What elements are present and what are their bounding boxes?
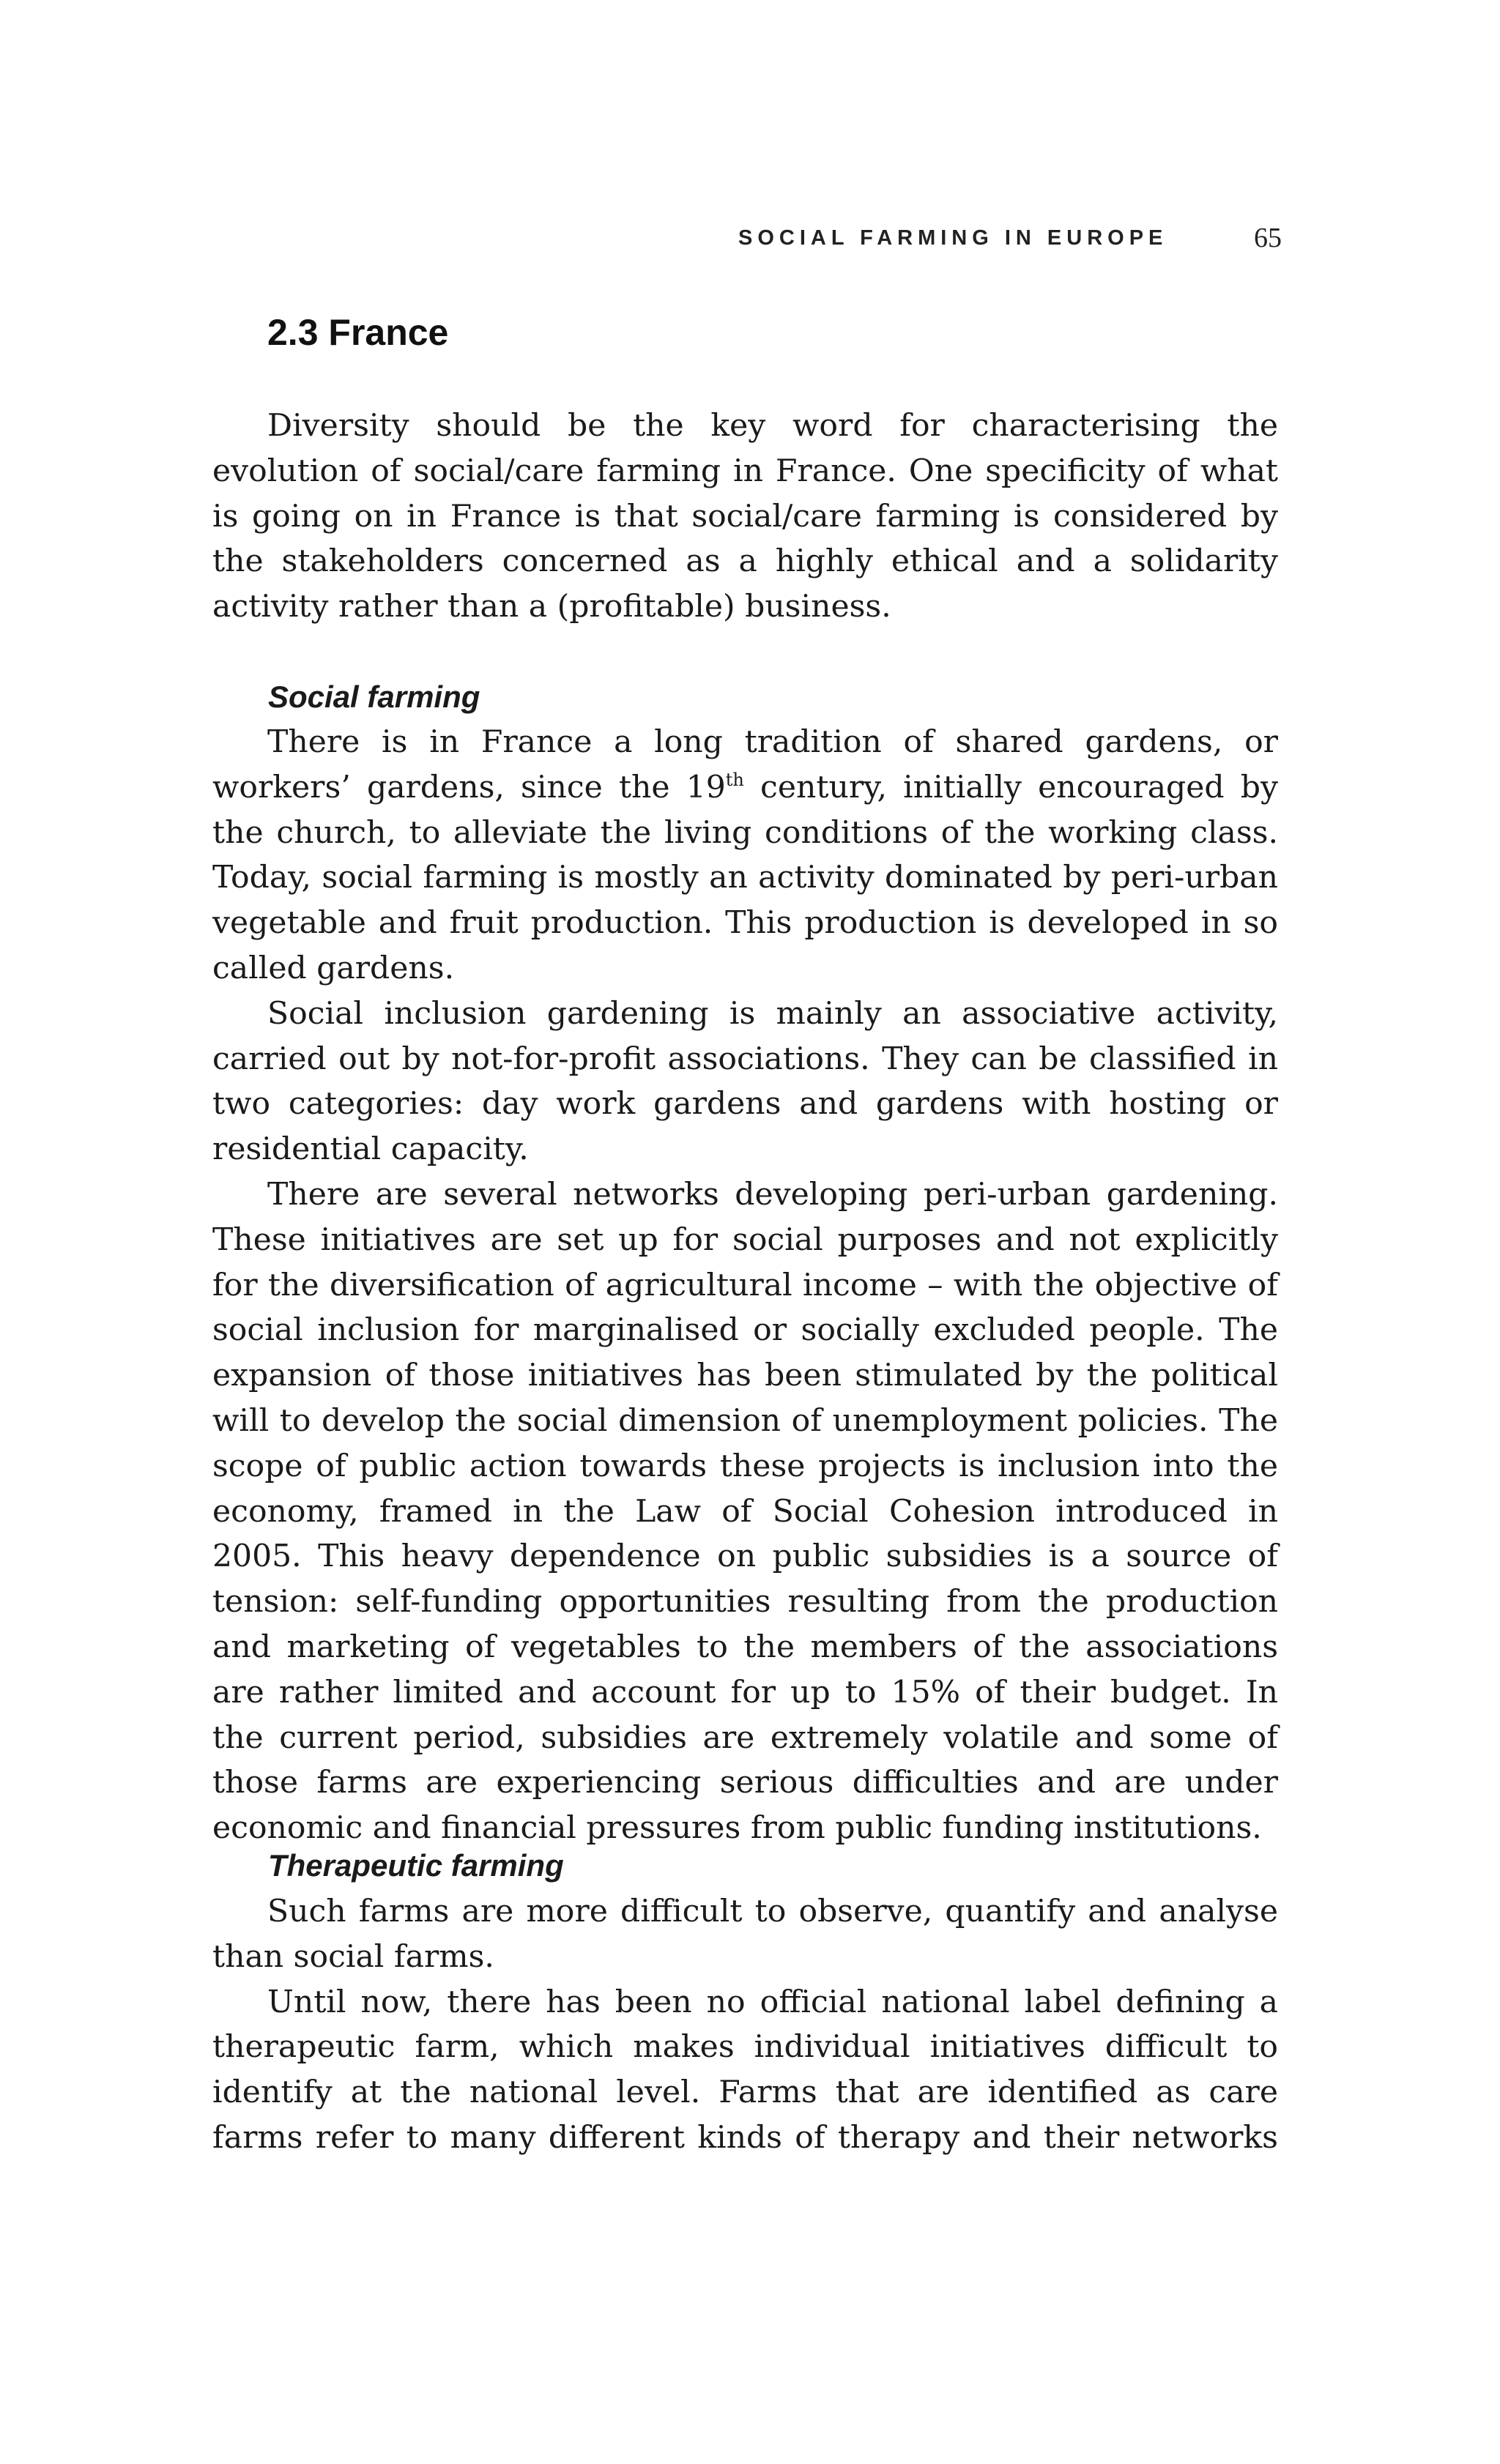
intro-block <box>212 403 1278 630</box>
intro-paragraph: Diversity should be the key word for characterising the evolution of social/care farming in France. One specificity of what is going on in France is that social/care farming is considered by the stakeholders concerned as a highly ethical and a solidarity activity rather than a (profitable) business. <box>212 408 1278 625</box>
therapeutic-farming-block <box>212 1889 1278 2161</box>
social-farming-block <box>212 720 1278 1851</box>
social-farming-paragraph-3: There are several networks developing peri-urban gardening. These initiatives are set up for social purposes and not explicitly for the diversification of agricultural income – with the objective of social inclusion for marginalised or socially excluded people. The expansion of those initiatives has been stimulated by the political will to develop the social dimension of unemployment policies. The scope of public action towards these projects is inclusion into the economy, framed in the Law of Social Cohesion introduced in 2005. This heavy dependence on public subsidies is a source of tension: self-funding opportunities resulting from the production and marketing of vegetables to the members of the associations are rather limited and account for up to 15% of their budget. In the current period, subsidies are extremely volatile and some of those farms are experiencing serious difficulties and are under economic and financial pressures from public funding institutions. <box>212 1176 1278 1847</box>
ordinal-suffix: th <box>725 769 744 790</box>
social-farming-paragraph-2: Social inclusion gardening is mainly an associative activity, carried out by not-for-profit associations. They can be classified in two categories: day work gardens and gardens with hosting or residential capacity. <box>212 995 1278 1168</box>
paragraph-text: century, initially encouraged by the church, to alleviate the living conditions of the working class. Today, social farming is mostly an activity dominated by peri-urban vegetable and fruit production. This production is developed in so called gardens. <box>212 769 1278 986</box>
social-farming-paragraph-1 <box>212 720 1278 991</box>
paragraph-text: There is in France a long tradition of shared gardens, or workers’ gardens, since the 19 <box>212 724 1278 805</box>
therapeutic-farming-paragraph-1: Such farms are more difficult to observe, quantify and analyse than social farms. <box>212 1894 1278 1975</box>
running-head <box>732 222 1282 258</box>
therapeutic-farming-heading: Therapeutic farming <box>268 1848 564 1883</box>
therapeutic-farming-paragraph-2: Until now, there has been no official national label defining a therapeutic farm, which makes individual initiatives difficult to identify at the national level. Farms that are identified as care farms refer to many different kinds of therapy and their networks <box>212 1984 1278 2156</box>
running-title: SOCIAL FARMING IN EUROPE <box>738 226 1168 250</box>
social-farming-heading: Social farming <box>268 680 480 714</box>
section-heading: 2.3 France <box>267 312 449 353</box>
page-number: 65 <box>1254 223 1282 253</box>
